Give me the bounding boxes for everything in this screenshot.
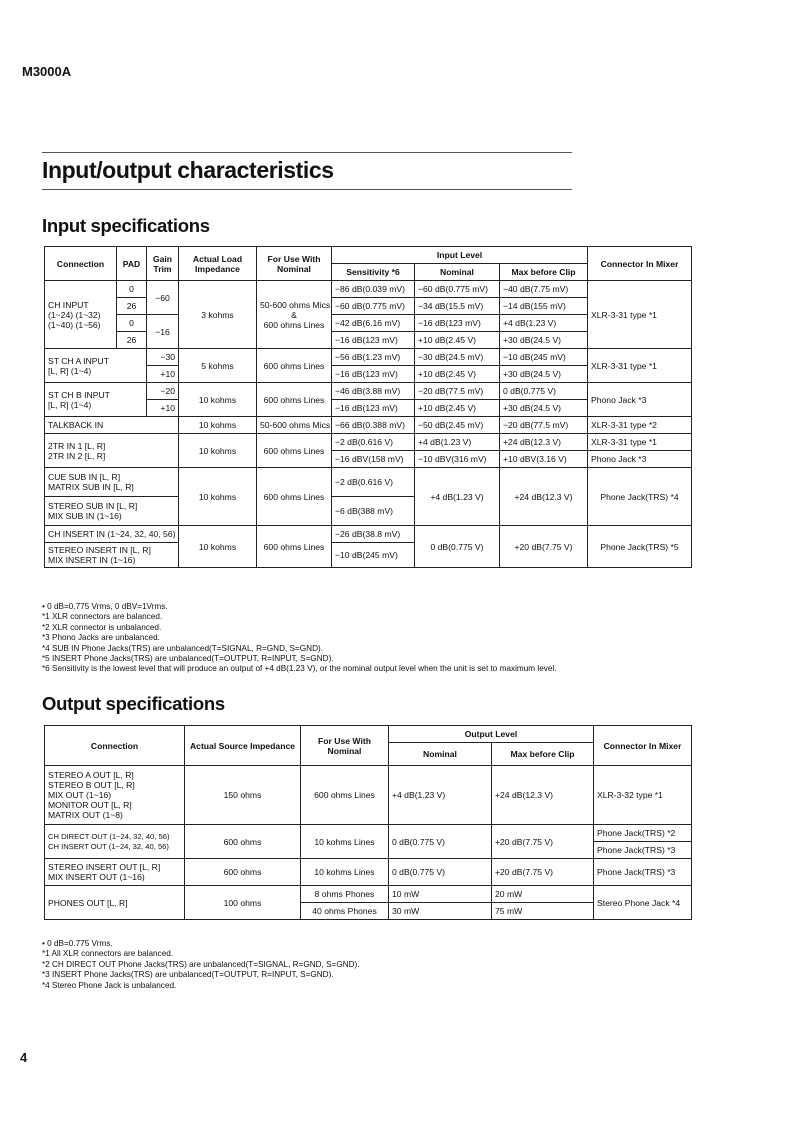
for-use-with: 600 ohms Lines (257, 383, 332, 417)
connector: Phone Jack(TRS) *2 (594, 825, 692, 842)
nominal: +10 dB(2.45 V) (415, 400, 500, 417)
connector: Phone Jack(TRS) *3 (594, 859, 692, 886)
nominal: 0 dB(0.775 V) (415, 526, 500, 568)
for-use-with: 600 ohms Lines (257, 349, 332, 383)
max-before-clip: +30 dB(24.5 V) (500, 332, 588, 349)
connector: Phono Jack *3 (588, 383, 692, 417)
connector: Phone Jack(TRS) *4 (588, 468, 692, 526)
hdr-connector: Connector In Mixer (588, 247, 692, 281)
hdr-nominal: Nominal (389, 743, 492, 766)
max-before-clip: +4 dB(1.23 V) (500, 315, 588, 332)
sensitivity: −66 dB(0.388 mV) (332, 417, 415, 434)
output-notes (42, 939, 360, 991)
table-row (45, 825, 692, 842)
talkback-connection: TALKBACK IN (45, 417, 179, 434)
max-before-clip: 75 mW (492, 903, 594, 920)
sensitivity: −46 dB(3.88 mV) (332, 383, 415, 400)
nominal: +4 dB(1.23 V) (415, 468, 500, 526)
sensitivity: −56 dB(1.23 mV) (332, 349, 415, 366)
table-row (45, 859, 692, 886)
ch-input-connection: CH INPUT (1~24) (1~32) (1~40) (1~56) (45, 281, 117, 349)
hdr-load-impedance: Actual Load Impedance (179, 247, 257, 281)
nominal: −34 dB(15.5 mV) (415, 298, 500, 315)
for-use-with: 50-600 ohms Mics & 600 ohms Lines (257, 281, 332, 349)
note: *2 XLR connector is unbalanced. (42, 622, 162, 632)
note: *1 XLR connectors are balanced. (42, 612, 163, 622)
gain-trim-value: −20 (147, 383, 179, 400)
note: *6 Sensitivity is the lowest level that will produce an output of +4 dB(1.23 V), or the nominal output level when the unit is set to maximum level. (42, 664, 557, 674)
insert-in-connection: CH INSERT IN (1~24, 32, 40, 56) (45, 526, 179, 543)
table-row (45, 766, 692, 825)
max-before-clip: 0 dB(0.775 V) (500, 383, 588, 400)
hdr-for-use-with: For Use With Nominal (257, 247, 332, 281)
sub-in-connection: STEREO SUB IN [L, R] MIX SUB IN (1~16) (45, 497, 179, 526)
sensitivity: −26 dB(38.8 mV) (332, 526, 415, 543)
max-before-clip: −10 dB(245 mV) (500, 349, 588, 366)
title-rule-top (42, 152, 572, 153)
for-use-with: 10 kohms Lines (301, 825, 389, 859)
max-before-clip: +30 dB(24.5 V) (500, 366, 588, 383)
table-row (45, 417, 692, 434)
gain-trim-value: −60 (147, 281, 179, 315)
table-row (45, 281, 692, 298)
nominal: −20 dB(77.5 mV) (415, 383, 500, 400)
table-row (45, 468, 692, 497)
hdr-connection: Connection (45, 726, 185, 766)
source-impedance: 600 ohms (185, 859, 301, 886)
page-title: Input/output characteristics (42, 157, 334, 183)
output-spec-table (44, 725, 692, 920)
sub-in-connection: CUE SUB IN [L, R] MATRIX SUB IN [L, R] (45, 468, 179, 497)
for-use-with: 50-600 ohms Mics (257, 417, 332, 434)
note: • 0 dB=0.775 Vrms, 0 dBV=1Vrms. (42, 602, 168, 611)
connector: Phono Jack *3 (588, 451, 692, 468)
sensitivity: −16 dBV(158 mV) (332, 451, 415, 468)
for-use-with: 600 ohms Lines (301, 766, 389, 825)
table-row (45, 434, 692, 451)
sensitivity: −42 dB(6.16 mV) (332, 315, 415, 332)
source-impedance: 600 ohms (185, 825, 301, 859)
nominal: +10 dB(2.45 V) (415, 366, 500, 383)
max-before-clip: 20 mW (492, 886, 594, 903)
table-row (45, 349, 692, 366)
sensitivity: −60 dB(0.775 mV) (332, 298, 415, 315)
source-impedance: 100 ohms (185, 886, 301, 920)
for-use-with: 600 ohms Lines (257, 468, 332, 526)
gain-trim-value: +10 (147, 366, 179, 383)
main-out-connection: STEREO A OUT [L, R] STEREO B OUT [L, R] MIX OUT (1~16) MONITOR OUT [L, R] MATRIX OUT (1~8) (45, 766, 185, 825)
page-number: 4 (20, 1050, 28, 1065)
pad-value: 26 (117, 332, 147, 349)
hdr-output-level: Output Level (389, 726, 594, 743)
connector: XLR-3-32 type *1 (594, 766, 692, 825)
pad-value: 26 (117, 298, 147, 315)
sensitivity: −2 dB(0.616 V) (332, 434, 415, 451)
st-ch-b-connection: ST CH B INPUT [L, R] (1~4) (45, 383, 147, 417)
st-ch-a-connection: ST CH A INPUT [L, R] (1~4) (45, 349, 147, 383)
input-spec-table (44, 246, 692, 568)
sensitivity: −16 dB(123 mV) (332, 366, 415, 383)
pad-value: 0 (117, 281, 147, 298)
note: *3 INSERT Phone Jacks(TRS) are unbalanced(T=OUTPUT, R=INPUT, S=GND). (42, 970, 334, 980)
load-impedance: 10 kohms (179, 468, 257, 526)
note: *5 INSERT Phone Jacks(TRS) are unbalanced(T=OUTPUT, R=INPUT, S=GND). (42, 654, 334, 664)
max-before-clip: +24 dB(12.3 V) (492, 766, 594, 825)
stereo-insert-out-connection: STEREO INSERT OUT [L, R] MIX INSERT OUT (1~16) (45, 859, 185, 886)
hdr-input-level: Input Level (332, 247, 588, 264)
max-before-clip: +20 dB(7.75 V) (492, 859, 594, 886)
for-use-with: 10 kohms Lines (301, 859, 389, 886)
pad-value: 0 (117, 315, 147, 332)
hdr-pad: PAD (117, 247, 147, 281)
model-name: M3000A (22, 64, 72, 79)
hdr-max-before-clip: Max before Clip (492, 743, 594, 766)
nominal: −10 dBV(316 mV) (415, 451, 500, 468)
phones-out-connection: PHONES OUT [L, R] (45, 886, 185, 920)
source-impedance: 150 ohms (185, 766, 301, 825)
for-use-with: 600 ohms Lines (257, 526, 332, 568)
max-before-clip: −20 dB(77.5 mV) (500, 417, 588, 434)
input-heading: Input specifications (42, 215, 210, 236)
note: *1 All XLR connectors are balanced. (42, 949, 174, 959)
note: • 0 dB=0.775 Vrms. (42, 939, 113, 948)
nominal: +10 dB(2.45 V) (415, 332, 500, 349)
direct-out-connection: CH DIRECT OUT (1~24, 32, 40, 56) CH INSERT OUT (1~24, 32, 40, 56) (45, 825, 185, 859)
gain-trim-value: −16 (147, 315, 179, 349)
input-notes (42, 602, 557, 675)
for-use-with: 8 ohms Phones (301, 886, 389, 903)
for-use-with: 40 ohms Phones (301, 903, 389, 920)
connector: XLR-3-31 type *2 (588, 417, 692, 434)
nominal: +4 dB(1.23 V) (415, 434, 500, 451)
load-impedance: 5 kohms (179, 349, 257, 383)
connector: XLR-3-31 type *1 (588, 349, 692, 383)
connector: Phone Jack(TRS) *5 (588, 526, 692, 568)
sensitivity: −2 dB(0.616 V) (332, 468, 415, 497)
sensitivity: −16 dB(123 mV) (332, 332, 415, 349)
nominal: 0 dB(0.775 V) (389, 859, 492, 886)
nominal: 10 mW (389, 886, 492, 903)
load-impedance: 10 kohms (179, 434, 257, 468)
max-before-clip: +24 dB(12.3 V) (500, 468, 588, 526)
title-rule-bottom (42, 189, 572, 190)
load-impedance: 10 kohms (179, 417, 257, 434)
output-heading: Output specifications (42, 693, 225, 714)
load-impedance: 10 kohms (179, 526, 257, 568)
sensitivity: −10 dB(245 mV) (332, 543, 415, 568)
nominal: 0 dB(0.775 V) (389, 825, 492, 859)
insert-in-connection: STEREO INSERT IN [L, R] MIX INSERT IN (1~16) (45, 543, 179, 568)
max-before-clip: +24 dB(12.3 V) (500, 434, 588, 451)
connector: XLR-3-31 type *1 (588, 281, 692, 349)
hdr-connection: Connection (45, 247, 117, 281)
max-before-clip: +20 dB(7.75 V) (492, 825, 594, 859)
hdr-connector: Connector In Mixer (594, 726, 692, 766)
note: *2 CH DIRECT OUT Phone Jacks(TRS) are unbalanced(T=SIGNAL, R=GND, S=GND). (42, 959, 360, 969)
table-row (45, 383, 692, 400)
hdr-for-use-with: For Use With Nominal (301, 726, 389, 766)
nominal: −16 dB(123 mV) (415, 315, 500, 332)
sensitivity: −86 dB(0.039 mV) (332, 281, 415, 298)
sensitivity: −16 dB(123 mV) (332, 400, 415, 417)
connector: Stereo Phone Jack *4 (594, 886, 692, 920)
hdr-gain-trim: Gain Trim (147, 247, 179, 281)
gain-trim-value: −30 (147, 349, 179, 366)
note: *4 Stereo Phone Jack is unbalanced. (42, 980, 177, 990)
max-before-clip: +10 dBV(3.16 V) (500, 451, 588, 468)
table-row (45, 886, 692, 903)
sensitivity: −6 dB(388 mV) (332, 497, 415, 526)
connector: XLR-3-31 type *1 (588, 434, 692, 451)
connector: Phone Jack(TRS) *3 (594, 842, 692, 859)
hdr-sensitivity: Sensitivity *6 (332, 264, 415, 281)
for-use-with: 600 ohms Lines (257, 434, 332, 468)
max-before-clip: +20 dB(7.75 V) (500, 526, 588, 568)
note: *4 SUB IN Phone Jacks(TRS) are unbalanced(T=SIGNAL, R=GND, S=GND). (42, 643, 323, 653)
twotr-connection: 2TR IN 1 [L, R] 2TR IN 2 [L, R] (45, 434, 179, 468)
max-before-clip: −14 dB(155 mV) (500, 298, 588, 315)
table-row (45, 526, 692, 543)
hdr-source-impedance: Actual Source Impedance (185, 726, 301, 766)
max-before-clip: −40 dB(7.75 mV) (500, 281, 588, 298)
nominal: 30 mW (389, 903, 492, 920)
nominal: −30 dB(24.5 mV) (415, 349, 500, 366)
note: *3 Phono Jacks are unbalanced. (42, 633, 160, 643)
max-before-clip: +30 dB(24.5 V) (500, 400, 588, 417)
gain-trim-value: +10 (147, 400, 179, 417)
load-impedance: 3 kohms (179, 281, 257, 349)
nominal: +4 dB(1.23 V) (389, 766, 492, 825)
load-impedance: 10 kohms (179, 383, 257, 417)
hdr-nominal: Nominal (415, 264, 500, 281)
hdr-max-before-clip: Max before Clip (500, 264, 588, 281)
nominal: −50 dB(2.45 mV) (415, 417, 500, 434)
nominal: −60 dB(0.775 mV) (415, 281, 500, 298)
